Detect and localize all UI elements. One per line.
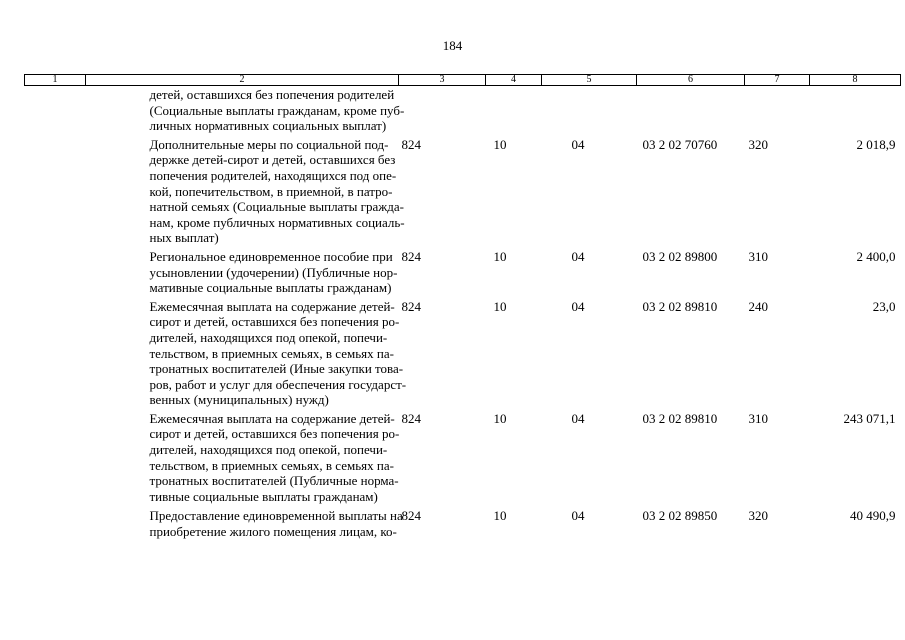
cell-c6: 03 2 02 89810 xyxy=(642,410,718,426)
cell-c3: 824 xyxy=(401,410,421,426)
cell-name-line: тельством, в приемных семьях, в семьях па- xyxy=(149,345,394,361)
cell-name xyxy=(86,246,399,296)
table-row xyxy=(25,86,901,134)
cell-c6 xyxy=(637,86,745,134)
table-header-row xyxy=(25,75,901,86)
page-number: 184 xyxy=(442,38,463,53)
cell-name-line: тивные социальные выплаты гражданам) xyxy=(149,488,378,504)
cell-c7 xyxy=(745,86,810,134)
cell-c7: 320 xyxy=(748,508,768,524)
cell-name-line: натной семьях (Социальные выплаты гражда- xyxy=(149,199,404,215)
cell-name-line: сирот и детей, оставшихся без попечения ро- xyxy=(149,314,400,330)
cell-c3: 824 xyxy=(401,508,421,524)
cell-c6: 03 2 02 70760 xyxy=(642,136,718,152)
cell-name-line: Региональное единовременное пособие при xyxy=(149,248,393,264)
cell-name-line: мативные социальные выплаты гражданам) xyxy=(149,280,392,296)
cell-name xyxy=(86,296,407,408)
cell-c5: 04 xyxy=(571,298,585,314)
cell-c8 xyxy=(810,86,901,134)
cell-name xyxy=(86,504,403,540)
cell-c4: 10 xyxy=(493,508,507,524)
cell-name-line: Дополнительные меры по социальной под- xyxy=(149,136,389,152)
cell-name-line: Ежемесячная выплата на содержание детей- xyxy=(149,410,395,426)
header-col-3: 3 xyxy=(399,75,486,86)
cell-c5: 04 xyxy=(571,508,585,524)
cell-col-1 xyxy=(25,86,86,134)
cell-c8: 2 018,9 xyxy=(856,136,896,152)
cell-c3: 824 xyxy=(401,298,421,314)
cell-c7: 310 xyxy=(748,248,768,264)
cell-c4 xyxy=(486,86,542,134)
cell-col-1 xyxy=(25,134,86,246)
cell-c4: 10 xyxy=(493,136,507,152)
cell-c4: 10 xyxy=(493,248,507,264)
cell-c4: 10 xyxy=(493,410,507,426)
cell-name-line: Предоставление единовременной выплаты на xyxy=(149,508,403,524)
cell-name-line: ров, работ и услуг для обеспечения государст- xyxy=(149,376,407,392)
table-row xyxy=(25,134,901,246)
cell-c5: 04 xyxy=(571,248,585,264)
cell-c7: 240 xyxy=(748,298,768,314)
cell-name-line: тельством, в приемных семьях, в семьях па- xyxy=(149,457,394,473)
cell-name-line: Ежемесячная выплата на содержание детей- xyxy=(149,298,395,314)
cell-name-line: кой, попечительством, в приемной, в патро- xyxy=(149,183,393,199)
cell-name-line: тронатных воспитателей (Публичные норма- xyxy=(149,473,399,489)
cell-c5: 04 xyxy=(571,410,585,426)
cell-col-1 xyxy=(25,296,86,408)
cell-c3: 824 xyxy=(401,136,421,152)
cell-c3: 824 xyxy=(401,248,421,264)
cell-c6: 03 2 02 89850 xyxy=(642,508,718,524)
header-col-1: 1 xyxy=(25,75,86,86)
cell-c6: 03 2 02 89810 xyxy=(642,298,718,314)
cell-name-line: попечения родителей, находящихся под опе- xyxy=(149,167,397,183)
cell-c7: 320 xyxy=(748,136,768,152)
cell-name xyxy=(86,408,399,505)
table-row xyxy=(25,504,901,539)
cell-c3 xyxy=(399,86,486,134)
cell-c8: 243 071,1 xyxy=(843,410,896,426)
cell-name-line: нам, кроме публичных нормативных социаль- xyxy=(149,214,405,230)
header-col-6: 6 xyxy=(637,75,745,86)
cell-c8: 2 400,0 xyxy=(856,248,896,264)
cell-c5 xyxy=(542,86,637,134)
header-col-4: 4 xyxy=(486,75,542,86)
cell-c6: 03 2 02 89800 xyxy=(642,248,718,264)
header-col-7: 7 xyxy=(745,75,810,86)
header-col-5: 5 xyxy=(542,75,637,86)
budget-table xyxy=(24,74,901,540)
cell-name-line: ных выплат) xyxy=(149,230,219,246)
header-col-8: 8 xyxy=(810,75,901,86)
cell-name-line: (Социальные выплаты гражданам, кроме пуб- xyxy=(149,102,405,118)
cell-c4: 10 xyxy=(493,298,507,314)
cell-c7: 310 xyxy=(748,410,768,426)
cell-col-1 xyxy=(25,504,86,539)
cell-name-line: дителей, находящихся под опекой, попечи- xyxy=(149,442,388,458)
cell-name-line: венных (муниципальных) нужд) xyxy=(149,392,329,408)
cell-name xyxy=(86,86,405,134)
cell-name-line: дителей, находящихся под опекой, попечи- xyxy=(149,329,388,345)
cell-name-line: усыновлении (удочерении) (Публичные нор- xyxy=(149,264,398,280)
cell-name-line: тронатных воспитателей (Иные закупки това- xyxy=(149,361,404,377)
cell-c5: 04 xyxy=(571,136,585,152)
cell-name-line: сирот и детей, оставшихся без попечения ро- xyxy=(149,426,400,442)
cell-name-line: детей, оставшихся без попечения родителей xyxy=(149,87,395,102)
cell-name xyxy=(86,134,405,246)
cell-c8: 23,0 xyxy=(872,298,896,314)
table-row xyxy=(25,246,901,296)
header-col-2: 2 xyxy=(86,75,399,86)
table-body xyxy=(25,86,901,540)
cell-col-1 xyxy=(25,246,86,296)
cell-col-1 xyxy=(25,408,86,505)
cell-name-line: личных нормативных социальных выплат) xyxy=(149,118,387,134)
cell-c8: 40 490,9 xyxy=(850,508,896,524)
table-row xyxy=(25,408,901,505)
cell-name-line: приобретение жилого помещения лицам, ко- xyxy=(149,524,397,540)
cell-name-line: держке детей-сирот и детей, оставшихся без xyxy=(149,152,396,168)
table-row xyxy=(25,296,901,408)
